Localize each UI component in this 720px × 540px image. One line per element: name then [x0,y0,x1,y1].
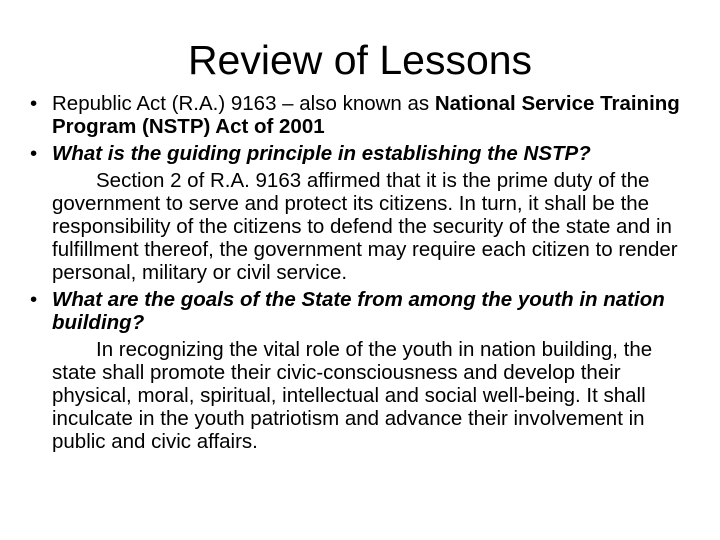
answer-goals-state: In recognizing the vital role of the youth in nation building, the state shall promote their civic-consciousness and develop their physical, moral, spiritual, intellectual and social well-being. It shall inculcate in the youth patriotism and advance their involvement in public and civic affairs. [52,338,653,453]
bullet-republic-act [30,92,700,138]
bullet-question-guiding-principle [30,142,700,165]
bullet-marker: • [30,92,38,115]
answer-guiding-principle: Section 2 of R.A. 9163 affirmed that it is the prime duty of the government to serve and protect its citizens. In turn, it shall be the responsibility of the citizens to defend the security of the state and in fulfillment thereof, the government may require each citizen to render personal, military or civil service. [52,169,678,284]
slide-content [30,92,700,457]
bullet-text-bold: National Service Training Program (NSTP) Act of 2001 [52,92,680,138]
question-text: What is the guiding principle in establishing the NSTP? [52,142,591,165]
bullet-question-goals-state [30,288,700,334]
slide-title: Review of Lessons [187,37,533,83]
bullet-marker: • [30,142,38,165]
bullet-marker: • [30,288,38,311]
bullet-text: Republic Act (R.A.) 9163 – also known as [52,92,435,115]
question-text: What are the goals of the State from among the youth in nation building? [52,288,665,334]
